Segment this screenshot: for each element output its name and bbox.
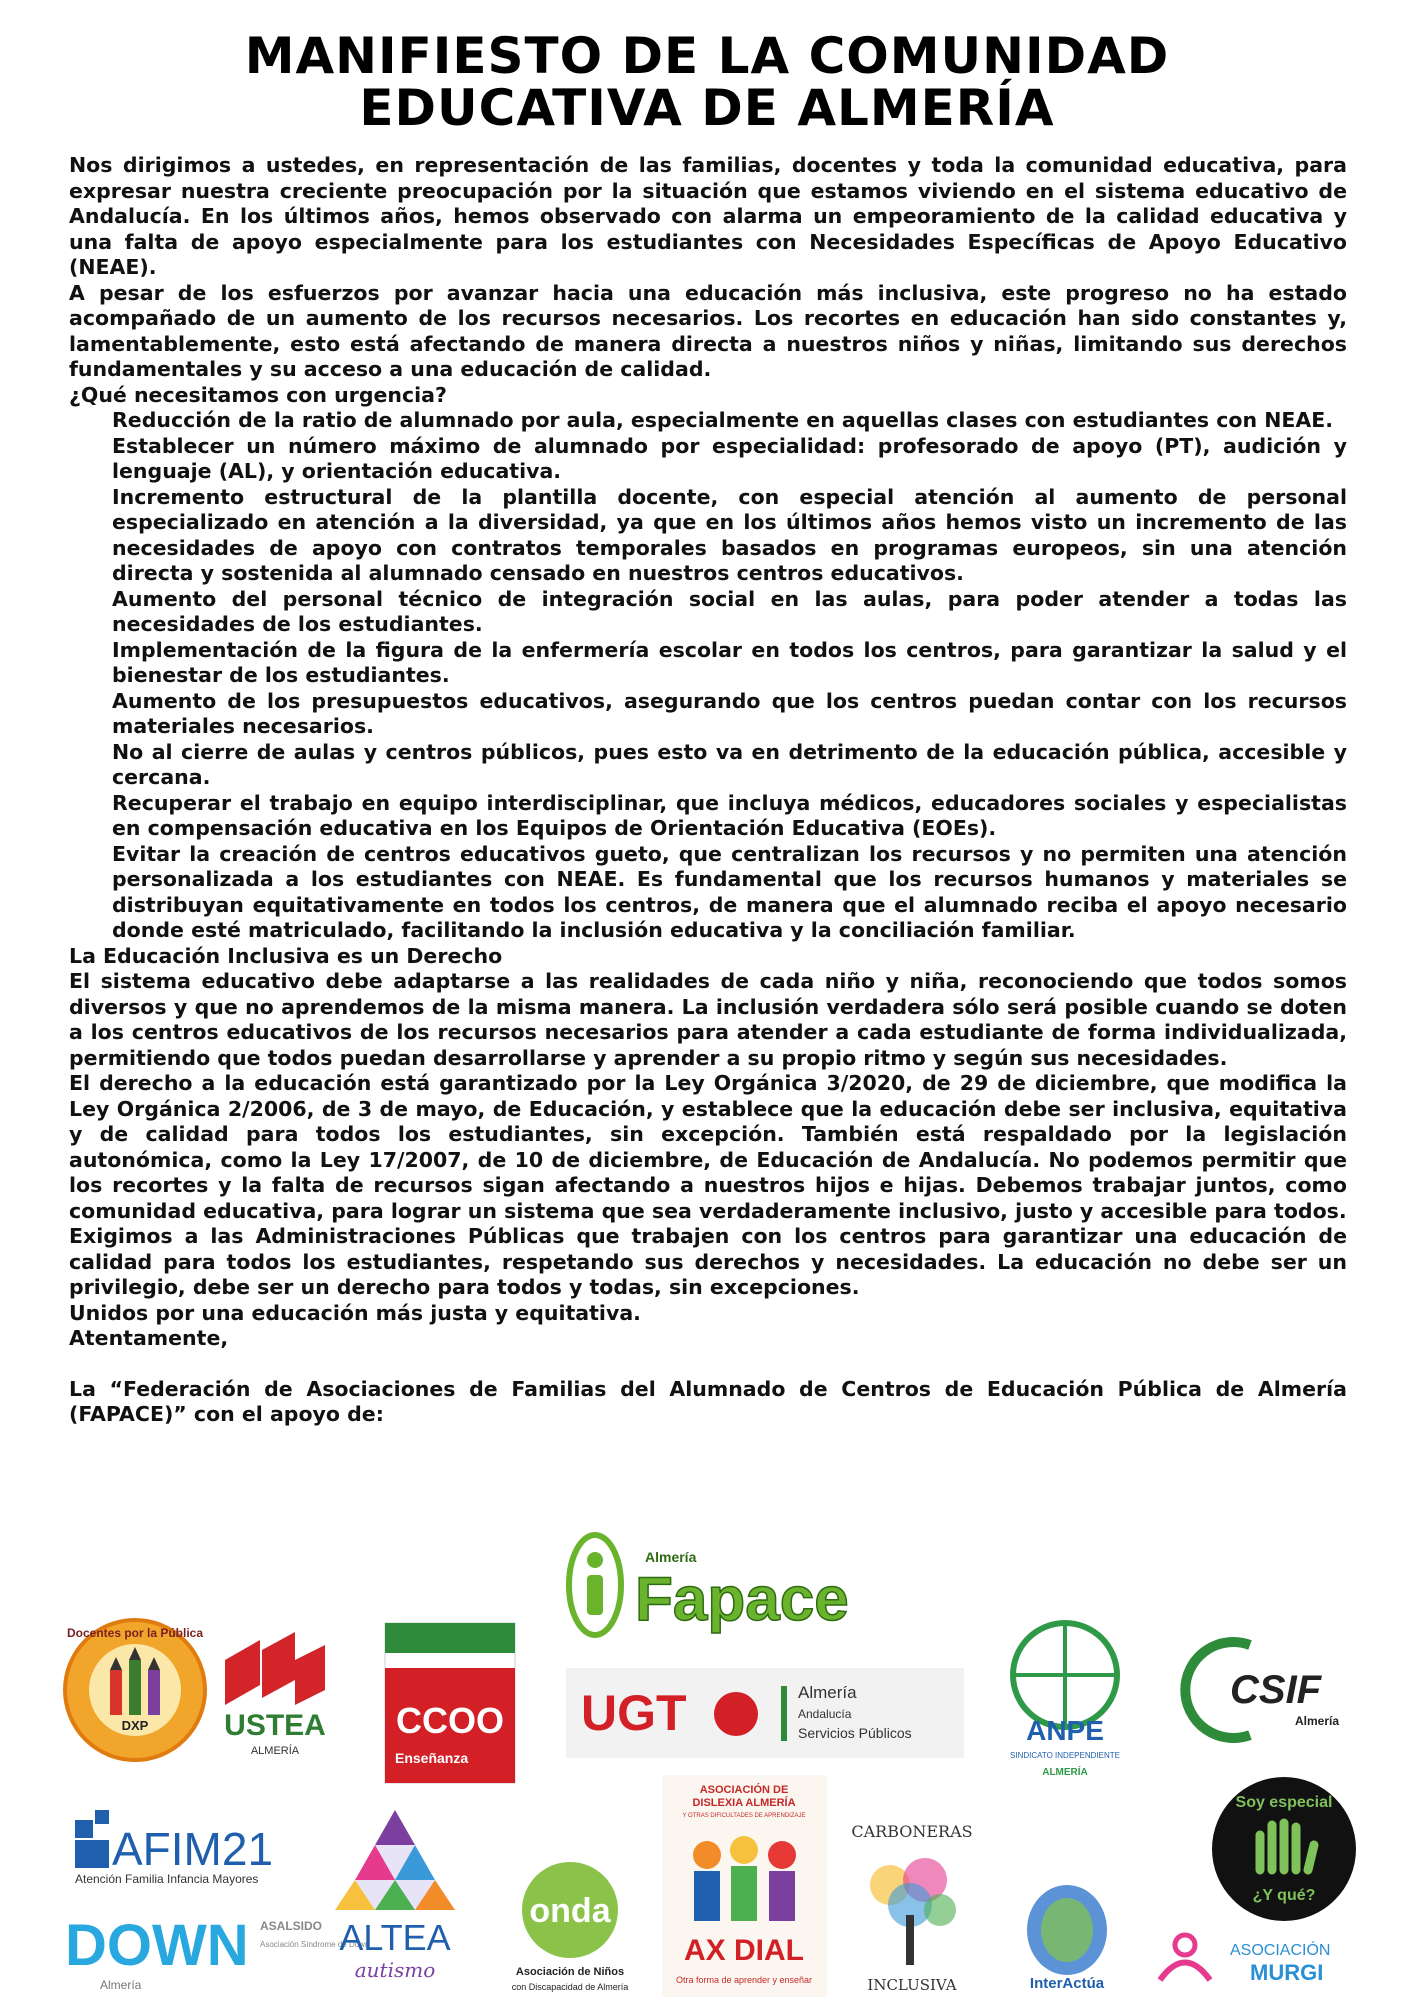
soy-especial-logo (1210, 1775, 1358, 1923)
soy-especial-top: Soy especial (1235, 1794, 1333, 1811)
ugt-logo (566, 1668, 964, 1758)
demand-item: Implementación de la figura de la enfermería escolar en todos los centros, para garantizar la salud y el bienestar de los estudiantes. (112, 637, 1347, 687)
down-name: DOWN (65, 1913, 249, 1978)
title-line-1: MANIFIESTO DE LA COMUNIDAD (244, 27, 1170, 85)
ugt-sector: Servicios Públicos (798, 1725, 912, 1741)
axdial-name: AX DIAL (684, 1934, 804, 1967)
body-paragraph-2: El derecho a la educación está garantizado por la Ley Orgánica 3/2020, de 29 de diciembre, que modifica la Ley Orgánica 2/2006, de 3 de mayo, de Educación, y establece que la educación debe ser inclusiva, equitativa y de calidad para todos los estudiantes, sin excepción. También está respaldado por la legislación autonómica, como la Ley 17/2007, de 10 de diciembre, de Educación de Andalucía. No podemos permitir que los recortes y la falta de recursos sigan afectando a nuestros hijos e hijas. Debemos trabajar juntos, como comunidad educativa, para lograr un sistema que sea verdaderamente inclusivo, justo y accesible para todos. (69, 1071, 1347, 1223)
signature-line: La “Federación de Asociaciones de Familias del Alumnado de Centros de Educación Pública de Almería (FAPACE)” con el apoyo de: (69, 1376, 1347, 1426)
ccoo-sub: Enseñanza (395, 1750, 469, 1766)
csif-city: Almería (1295, 1714, 1340, 1728)
demand-item: Establecer un número máximo de alumnado por especialidad: profesorado de apoyo (PT), audición y lenguaje (AL), y orientación educativa. (112, 433, 1347, 483)
demand-item: No al cierre de aulas y centros públicos, pues esto va en detrimento de la educación pública, accesible y cercana. (112, 739, 1347, 789)
demand-item: Aumento de los presupuestos educativos, asegurando que los centros puedan contar con los recursos materiales necesarios. (112, 688, 1347, 738)
interactua-logo (1005, 1880, 1130, 2000)
demand-item: Aumento del personal técnico de integración social en las aulas, para poder atender a todas las necesidades de los estudiantes. (112, 586, 1347, 636)
csif-logo (1190, 1635, 1350, 1745)
demand-item: Evitar la creación de centros educativos gueto, que centralizan los recursos y no permiten una atención personalizada a los estudiantes con NEAE. Es fundamental que los recursos humanos y materiales se distribuyan equitativamente en todos los centros, de manera que el alumnado reciba el apoyo necesario donde esté matriculado, facilitando la inclusión educativa y la conciliación familiar. (112, 841, 1347, 942)
ccoo-logo (385, 1623, 515, 1783)
demands-question: ¿Qué necesitamos con urgencia? (69, 382, 447, 407)
anpe-sub: SINDICATO INDEPENDIENTE (1010, 1751, 1120, 1760)
ugt-city: Almería (798, 1683, 857, 1702)
murgi-line-1: ASOCIACIÓN (1230, 1942, 1331, 1959)
axdial-tagline: Otra forma de aprender y enseñar (675, 1975, 813, 1985)
anpe-name: ANPE (1026, 1715, 1104, 1746)
altea-autismo-logo (320, 1805, 470, 1995)
demand-item: Recuperar el trabajo en equipo interdisciplinar, que incluya médicos, educadores sociales y especialistas en compensación educativa en los Equipos de Orientación Educativa (EOEs). (112, 790, 1347, 840)
fapace-city: Almería (645, 1549, 697, 1565)
ustea-city: ALMERÍA (250, 1745, 300, 1757)
page-title (0, 27, 1414, 137)
ugt-region: Andalucía (798, 1707, 852, 1721)
supporter-logos (0, 1535, 1414, 2000)
afim21-logo (70, 1805, 300, 1885)
carboneras-bottom: INCLUSIVA (867, 1976, 957, 1994)
fapace-logo (565, 1530, 849, 1640)
manifesto-body (69, 153, 1347, 1428)
closing-line: Unidos por una educación más justa y equitativa. (69, 1300, 641, 1325)
soy-especial-bottom: ¿Y qué? (1252, 1887, 1316, 1904)
intro-paragraph-1: Nos dirigimos a ustedes, en representación de las familias, docentes y toda la comunidad educativa, para expresar nuestra creciente preocupación por la situación que estamos viviendo en el sistema educativo de Andalucía. En los últimos años, hemos observado con alarma un empeoramiento de la calidad educativa y una falta de apoyo especialmente para los estudiantes con Necesidades Específicas de Apoyo Educativo (NEAE). (69, 153, 1347, 279)
altea-sub: autismo (354, 1958, 436, 1982)
onda-sub-2: con Discapacidad de Almería (511, 1982, 629, 1992)
body-paragraph-3: Exigimos a las Administraciones Públicas que trabajen con los centros para garantizar una educación de calidad para todos los estudiantes, respetando sus derechos y necesidades. La educación no debe ser un privilegio, debe ser un derecho para todos y todas, sin excepciones. (69, 1224, 1347, 1299)
body-paragraph-1: El sistema educativo debe adaptarse a las realidades de cada niño y niña, reconociendo que todos somos diversos y que no aprendemos de la misma manera. La inclusión verdadera sólo será posible cuando se doten a los centros educativos de los recursos necesarios para atender a cada estudiante de forma individualizada, permitiendo que todos puedan desarrollarse y aprender a su propio ritmo y según sus necesidades. (69, 969, 1347, 1070)
ustea-name: USTEA (224, 1709, 326, 1742)
section-heading-inclusive: La Educación Inclusiva es un Derecho (69, 943, 503, 968)
demand-item: Incremento estructural de la plantilla docente, con especial atención al aumento de personal especializado en atención a la diversidad, ya que en los últimos años hemos visto un incremento de las necesidades de apoyo con contratos temporales basados en programas europeos, sin una atención directa y sostenida al alumnado censado en nuestros centros educativos. (112, 484, 1347, 585)
carboneras-inclusiva-logo (830, 1815, 995, 2000)
asalsido-name: ASALSIDO (260, 1919, 323, 1933)
interactua-name: InterActúa (1029, 1975, 1105, 1992)
axdial-logo (662, 1775, 827, 1997)
murgi-line-2: MURGI (1250, 1960, 1324, 1985)
ustea-logo (220, 1630, 330, 1760)
onda-sub-1: Asociación de Niños (515, 1966, 625, 1978)
demand-item: Reducción de la ratio de alumnado por aula, especialmente en aquellas clases con estudiantes con NEAE. (112, 408, 1334, 432)
axdial-title-3: Y OTRAS DIFICULTADES DE APRENDIZAJE (682, 1813, 806, 1819)
csif-name: CSIF (1230, 1668, 1322, 1712)
onda-logo (490, 1860, 650, 2000)
docentes-ring-text: Docentes por la Pública (66, 1626, 204, 1640)
afim21-name: AFIM21 (112, 1823, 274, 1875)
intro-paragraph-2: A pesar de los esfuerzos por avanzar hacia una educación más inclusiva, este progreso no ha estado acompañado de un aumento de los recursos necesarios. Los recortes en educación han sido constantes y, lamentablemente, esto está afectando de manera directa a nuestros niños y niñas, limitando sus derechos fundamentales y su acceso a una educación de calidad. (69, 280, 1347, 381)
axdial-title-2: DISLEXIA ALMERÍA (692, 1797, 796, 1809)
asalsido-sub: Asociación Síndrome de Down (260, 1940, 370, 1949)
title-line-2: EDUCATIVA DE ALMERÍA (359, 79, 1055, 137)
down-city: Almería (100, 1978, 142, 1992)
fapace-name: Fapace (635, 1565, 849, 1634)
docentes-por-la-publica-logo (60, 1615, 210, 1765)
altea-name: ALTEA (339, 1917, 451, 1958)
closing-salutation: Atentamente, (69, 1326, 229, 1350)
axdial-title-1: ASOCIACIÓN DE (699, 1784, 789, 1796)
anpe-city: ALMERÍA (1042, 1767, 1088, 1778)
ccoo-name: CCOO (396, 1700, 504, 1741)
asociacion-murgi-logo (1150, 1925, 1365, 1995)
down-almeria-logo (60, 1905, 370, 1995)
afim21-sub: Atención Familia Infancia Mayores (75, 1872, 259, 1886)
carboneras-top: CARBONERAS (851, 1822, 973, 1841)
onda-name: onda (529, 1892, 611, 1930)
anpe-logo (995, 1620, 1135, 1785)
demands-list (69, 408, 1347, 944)
docentes-inner-text: DXP (121, 1718, 149, 1733)
ugt-name: UGT (581, 1685, 687, 1741)
